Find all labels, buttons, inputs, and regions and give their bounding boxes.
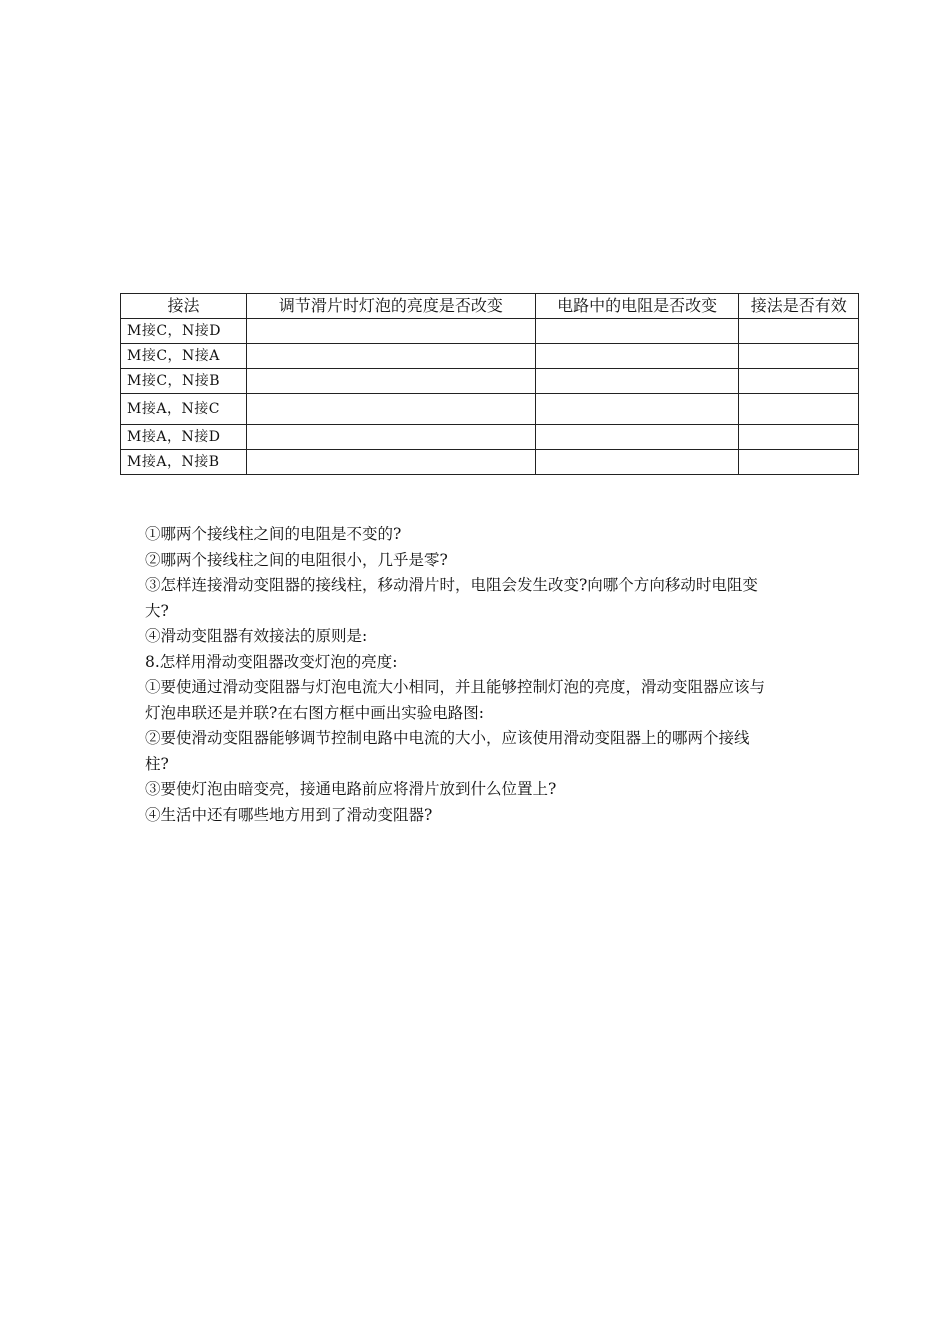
table-cell [247,450,536,475]
table-cell [535,344,739,369]
table-cell [247,369,536,394]
table-row [121,344,859,369]
table-cell [535,425,739,450]
table-cell [247,425,536,450]
table-row [121,394,859,425]
section-8-question-3: ③要使灯泡由暗变亮，接通电路前应将滑片放到什么位置上? [145,780,557,798]
section-8-title: 8.怎样用滑动变阻器改变灯泡的亮度: [145,652,398,671]
question-1: ①哪两个接线柱之间的电阻是不变的? [145,525,402,543]
table-cell [535,394,739,425]
table-cell [535,369,739,394]
row-label: M接A，N接B [121,450,247,475]
table-header-row [121,294,859,319]
table-cell [535,319,739,344]
question-list [145,522,825,828]
row-label: M接A，N接C [121,394,247,425]
table-cell [535,450,739,475]
table-cell [739,369,859,394]
section-8-question-2-line-1: ②要使滑动变阻器能够调节控制电路中电流的大小，应该使用滑动变阻器上的哪两个接线 [145,729,750,747]
table-cell [247,394,536,425]
table-row [121,319,859,344]
question-4: ④滑动变阻器有效接法的原则是: [145,627,368,645]
section-8-question-1-line-1: ①要使通过滑动变阻器与灯泡电流大小相同，并且能够控制灯泡的亮度，滑动变阻器应该与 [145,678,766,696]
table-cell [739,425,859,450]
table-cell [739,394,859,425]
table-cell [247,344,536,369]
question-3-line-1: ③怎样连接滑动变阻器的接线柱，移动滑片时，电阻会发生改变?向哪个方向移动时电阻变 [145,576,758,594]
table-cell [739,344,859,369]
header-connection-method: 接法 [121,294,247,319]
table-row [121,450,859,475]
header-resistance-change: 电路中的电阻是否改变 [535,294,739,319]
table-row [121,425,859,450]
row-label: M接C，N接D [121,319,247,344]
row-label: M接C，N接B [121,369,247,394]
table-row [121,369,859,394]
table-cell [247,319,536,344]
table-cell [739,450,859,475]
header-method-valid: 接法是否有效 [739,294,859,319]
section-8-question-1-line-2: 灯泡串联还是并联?在右图方框中画出实验电路图: [145,703,485,722]
question-2: ②哪两个接线柱之间的电阻很小，几乎是零? [145,550,448,569]
question-3-line-2: 大? [145,601,169,620]
section-8-question-2-line-2: 柱? [145,754,169,773]
section-8-question-4: ④生活中还有哪些地方用到了滑动变阻器? [145,805,433,824]
row-label: M接C，N接A [121,344,247,369]
table-cell [739,319,859,344]
connection-table [120,293,859,475]
row-label: M接A，N接D [121,425,247,450]
header-brightness-change: 调节滑片时灯泡的亮度是否改变 [247,294,536,319]
